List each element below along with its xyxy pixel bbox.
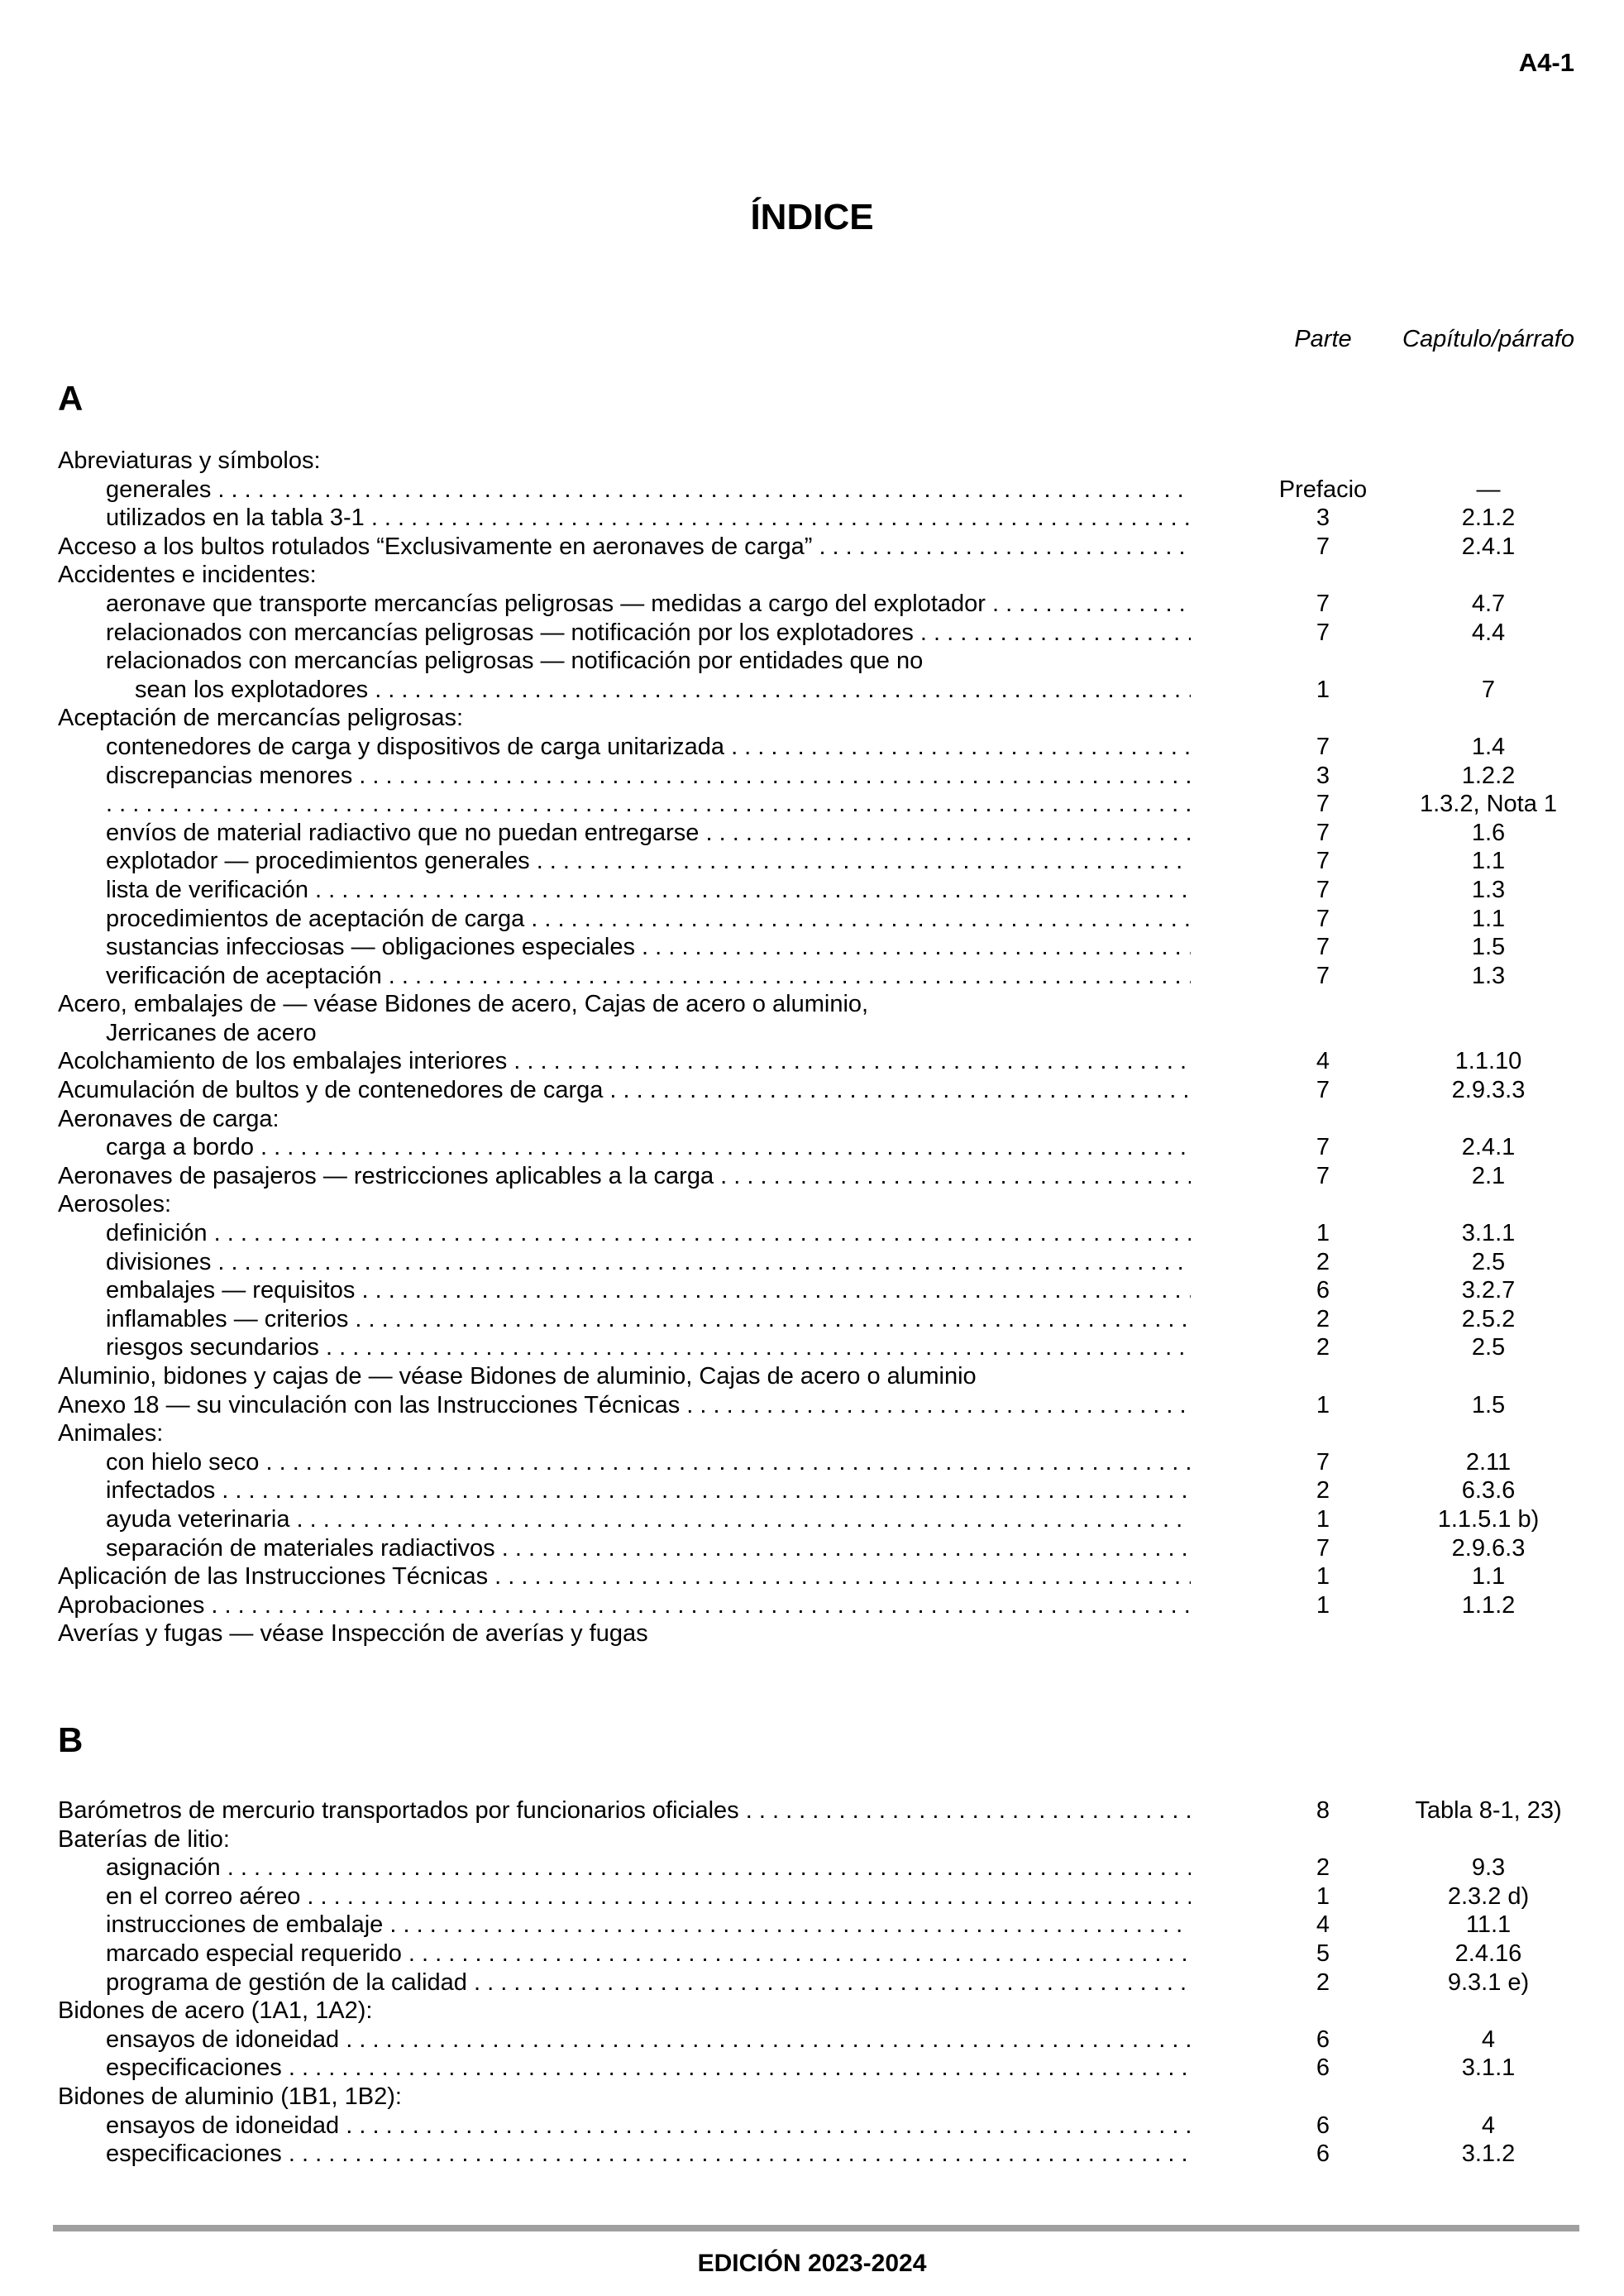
index-entry xyxy=(0,1133,1624,1162)
entry-term: especificaciones . . . xyxy=(106,2054,1191,2083)
index-entry xyxy=(0,1619,1624,1648)
index-entry xyxy=(0,2140,1624,2169)
entry-chapter: 1.5 xyxy=(1471,1391,1506,1418)
entry-term: procedimientos de aceptación de carga . . . xyxy=(106,905,1191,934)
entry-part: 7 xyxy=(1316,905,1330,932)
entry-chapter: 4.4 xyxy=(1471,619,1506,646)
index-entry xyxy=(0,2026,1624,2054)
index-entry xyxy=(0,561,1624,590)
entry-term: Bidones de aluminio (1B1, 1B2): xyxy=(58,2083,402,2110)
entry-term: Baterías de litio: xyxy=(58,1825,230,1853)
entry-term: Aeronaves de pasajeros — restricciones aplicables a la carga . . . xyxy=(58,1162,1191,1191)
index-entry xyxy=(0,1162,1624,1191)
entry-chapter: 4 xyxy=(1481,2112,1496,2139)
entry-chapter: 4 xyxy=(1481,2026,1496,2053)
index-entry xyxy=(0,1105,1624,1134)
entry-term: generales . . . xyxy=(106,476,1191,505)
index-entry xyxy=(0,1362,1624,1391)
entry-term: sean los explotadores . . . xyxy=(135,676,1191,705)
entry-chapter: 2.9.6.3 xyxy=(1451,1534,1526,1562)
index-entry xyxy=(0,962,1624,991)
entry-term: Aeronaves de carga: xyxy=(58,1105,279,1132)
index-entry xyxy=(0,647,1624,676)
entry-chapter: 1.4 xyxy=(1471,733,1506,760)
index-entry xyxy=(0,1333,1624,1362)
entry-term: Jerricanes de acero xyxy=(106,1019,317,1046)
index-entry xyxy=(0,1882,1624,1911)
entry-part: 7 xyxy=(1316,590,1330,617)
entry-chapter: 1.1 xyxy=(1471,905,1506,932)
entry-term: explotador — procedimientos generales . . . xyxy=(106,847,1191,876)
entry-part: 7 xyxy=(1316,619,1330,646)
entry-part: 1 xyxy=(1316,1505,1330,1533)
entry-part: 7 xyxy=(1316,819,1330,846)
entry-part: 7 xyxy=(1316,733,1330,760)
entry-part: 1 xyxy=(1316,1220,1330,1247)
index-entry xyxy=(0,676,1624,705)
entry-chapter: 2.9.3.3 xyxy=(1451,1077,1526,1104)
index-entry xyxy=(0,447,1624,476)
index-entry xyxy=(0,1505,1624,1534)
entry-chapter: 2.1 xyxy=(1471,1162,1506,1189)
footer-divider xyxy=(53,2225,1579,2231)
index-entry xyxy=(0,533,1624,562)
entry-term: Acumulación de bultos y de contenedores de carga . . . xyxy=(58,1076,1191,1105)
index-entry xyxy=(0,1219,1624,1248)
index-entry xyxy=(0,1476,1624,1505)
entry-term: Barómetros de mercurio transportados por funcionarios oficiales . . . xyxy=(58,1796,1191,1825)
index-entry xyxy=(0,1305,1624,1334)
entry-part: 2 xyxy=(1316,1305,1330,1332)
entry-part: 7 xyxy=(1316,1534,1330,1562)
entry-term: asignación . . . xyxy=(106,1854,1191,1882)
entry-part: 2 xyxy=(1316,1248,1330,1275)
entry-part: 2 xyxy=(1316,1477,1330,1504)
entry-chapter: 1.3.2, Nota 1 xyxy=(1419,791,1558,818)
column-header-part: Parte xyxy=(1294,326,1352,352)
index-entry xyxy=(0,1047,1624,1076)
entry-part: 5 xyxy=(1316,1940,1330,1967)
entry-chapter: 1.6 xyxy=(1471,819,1506,846)
column-header-chapter: Capítulo/párrafo xyxy=(1402,326,1574,352)
entry-term: sustancias infecciosas — obligaciones especiales . . . xyxy=(106,933,1191,962)
entry-term: Aplicación de las Instrucciones Técnicas . . . xyxy=(58,1562,1191,1591)
entry-chapter: 1.5 xyxy=(1471,934,1506,961)
entry-term: instrucciones de embalaje . . . xyxy=(106,1911,1191,1940)
index-entry xyxy=(0,2112,1624,2141)
entry-chapter: 9.3.1 e) xyxy=(1447,1968,1530,1996)
entry-chapter: 9.3 xyxy=(1471,1854,1506,1882)
entry-chapter: 1.1.10 xyxy=(1454,1048,1522,1075)
index-entry xyxy=(0,733,1624,762)
index-entry xyxy=(0,504,1624,533)
entry-chapter: Tabla 8-1, 23) xyxy=(1415,1797,1562,1824)
entry-part: 4 xyxy=(1316,1911,1330,1939)
index-entry xyxy=(0,2054,1624,2083)
entry-term: Aceptación de mercancías peligrosas: xyxy=(58,705,464,732)
index-entry xyxy=(0,1911,1624,1940)
entry-part: 1 xyxy=(1316,1591,1330,1619)
entry-term: ensayos de idoneidad . . . xyxy=(106,2026,1191,2054)
entry-part: 7 xyxy=(1316,962,1330,989)
entry-term: aeronave que transporte mercancías peligrosas — medidas a cargo del explotador . . . xyxy=(106,590,1191,619)
index-entry xyxy=(0,619,1624,648)
index-entry xyxy=(0,1854,1624,1882)
index-entry xyxy=(0,1276,1624,1305)
entry-part: 7 xyxy=(1316,1077,1330,1104)
entry-term: carga a bordo . . . xyxy=(106,1133,1191,1162)
entry-part: 4 xyxy=(1316,1048,1330,1075)
entry-chapter: 2.4.1 xyxy=(1461,533,1516,560)
index-entry xyxy=(0,847,1624,876)
index-entry xyxy=(0,1997,1624,2026)
index-entry xyxy=(0,1448,1624,1477)
page-number: A4-1 xyxy=(1518,48,1574,77)
entry-term: envíos de material radiactivo que no puedan entregarse . . . xyxy=(106,819,1191,848)
entry-part: 8 xyxy=(1316,1797,1330,1824)
entry-part: 7 xyxy=(1316,1448,1330,1476)
entry-chapter: 2.3.2 d) xyxy=(1447,1882,1530,1910)
entry-chapter: 3.2.7 xyxy=(1461,1277,1516,1304)
entry-term: relacionados con mercancías peligrosas — notificación por entidades que no xyxy=(106,648,924,675)
index-entry xyxy=(0,1562,1624,1591)
index-entry xyxy=(0,1796,1624,1825)
entry-chapter: 2.5 xyxy=(1471,1248,1506,1275)
index-entry xyxy=(0,1591,1624,1620)
index-entry xyxy=(0,476,1624,505)
entry-term: embalajes — requisitos . . . xyxy=(106,1276,1191,1305)
entry-part: 7 xyxy=(1316,791,1330,818)
entry-term: discrepancias menores . . . xyxy=(106,762,1191,791)
entry-part: 2 xyxy=(1316,1334,1330,1361)
entry-part: 1 xyxy=(1316,1563,1330,1590)
entry-part: 7 xyxy=(1316,934,1330,961)
index-entry xyxy=(0,1391,1624,1420)
index-entry xyxy=(0,1419,1624,1448)
entry-term: Aluminio, bidones y cajas de — véase Bidones de aluminio, Cajas de acero o aluminio xyxy=(58,1363,977,1390)
entry-chapter: 6.3.6 xyxy=(1461,1477,1516,1504)
entry-term: ayuda veterinaria . . . xyxy=(106,1505,1191,1534)
entry-term: divisiones . . . xyxy=(106,1248,1191,1277)
entry-term: en el correo aéreo . . . xyxy=(106,1882,1191,1911)
entry-chapter: 2.5 xyxy=(1471,1334,1506,1361)
index-entry xyxy=(0,990,1624,1019)
entry-term: Bidones de acero (1A1, 1A2): xyxy=(58,1997,373,2025)
entry-term: lista de verificación . . . xyxy=(106,876,1191,905)
entry-part: 6 xyxy=(1316,2112,1330,2139)
index-entry xyxy=(0,1248,1624,1277)
entry-chapter: 3.1.1 xyxy=(1461,1220,1516,1247)
entry-part: 7 xyxy=(1316,848,1330,875)
entry-chapter: 1.3 xyxy=(1471,876,1506,903)
entry-term: contenedores de carga y dispositivos de carga unitarizada . . . xyxy=(106,733,1191,762)
entry-part: 1 xyxy=(1316,1391,1330,1418)
entry-term: ensayos de idoneidad . . . xyxy=(106,2112,1191,2141)
entry-chapter: 11.1 xyxy=(1465,1911,1512,1939)
entry-part: 7 xyxy=(1316,533,1330,560)
entry-part: 2 xyxy=(1316,1854,1330,1882)
index-entries xyxy=(0,447,1624,1648)
entry-chapter: 2.5.2 xyxy=(1461,1305,1516,1332)
entry-chapter: 1.1 xyxy=(1471,848,1506,875)
entry-part: 2 xyxy=(1316,1968,1330,1996)
entry-part: 3 xyxy=(1316,505,1330,532)
entry-chapter: 3.1.1 xyxy=(1461,2054,1516,2082)
entry-term: utilizados en la tabla 3-1 . . . xyxy=(106,504,1191,533)
entry-chapter: 2.4.1 xyxy=(1461,1134,1516,1161)
page-title: ÍNDICE xyxy=(750,197,874,237)
entry-part: 1 xyxy=(1316,676,1330,703)
entry-chapter: 1.1.5.1 b) xyxy=(1437,1505,1540,1533)
index-entry xyxy=(0,1968,1624,1997)
entry-term: con hielo seco . . . xyxy=(106,1448,1191,1477)
index-entry xyxy=(0,876,1624,905)
index-entry xyxy=(0,1940,1624,1968)
entry-term: Animales: xyxy=(58,1420,164,1447)
entry-term xyxy=(106,790,1191,819)
entry-term: definición . . . xyxy=(106,1219,1191,1248)
entry-term: riesgos secundarios . . . xyxy=(106,1333,1191,1362)
entry-term: Acceso a los bultos rotulados “Exclusivamente en aeronaves de carga” . . . xyxy=(58,533,1191,562)
entry-term: verificación de aceptación . . . xyxy=(106,962,1191,991)
entry-term: marcado especial requerido . . . xyxy=(106,1940,1191,1968)
entry-chapter: 1.1 xyxy=(1471,1563,1506,1590)
entry-chapter: 1.2.2 xyxy=(1461,762,1516,789)
entry-part: 7 xyxy=(1316,876,1330,903)
entry-part: 7 xyxy=(1316,1134,1330,1161)
index-entry xyxy=(0,762,1624,791)
entry-term: Aerosoles: xyxy=(58,1191,172,1218)
entry-part: Prefacio xyxy=(1278,476,1368,503)
entry-part: 6 xyxy=(1316,2054,1330,2082)
entry-part: 3 xyxy=(1316,762,1330,789)
entry-term: Abreviaturas y símbolos: xyxy=(58,447,321,474)
entry-chapter: 7 xyxy=(1481,676,1496,703)
entry-term: Acolchamiento de los embalajes interiores . . . xyxy=(58,1047,1191,1076)
entry-term: inflamables — criterios . . . xyxy=(106,1305,1191,1334)
entry-part: 1 xyxy=(1316,1882,1330,1910)
index-entry xyxy=(0,590,1624,619)
index-entry xyxy=(0,819,1624,848)
section-letter: B xyxy=(58,1720,84,1759)
entry-term: especificaciones . . . xyxy=(106,2140,1191,2169)
entry-term: Averías y fugas — véase Inspección de averías y fugas xyxy=(58,1620,648,1648)
index-entry xyxy=(0,2083,1624,2112)
entry-part: 7 xyxy=(1316,1162,1330,1189)
entry-part: 6 xyxy=(1316,1277,1330,1304)
entry-term: Aprobaciones . . . xyxy=(58,1591,1191,1620)
index-entry xyxy=(0,1825,1624,1854)
entry-chapter: 3.1.2 xyxy=(1461,2141,1516,2168)
entry-term: programa de gestión de la calidad . . . xyxy=(106,1968,1191,1997)
entry-chapter: 4.7 xyxy=(1471,590,1506,617)
entry-part: 6 xyxy=(1316,2026,1330,2053)
entry-chapter: — xyxy=(1476,476,1501,503)
entry-term: Acero, embalajes de — véase Bidones de acero, Cajas de acero o aluminio, xyxy=(58,991,869,1018)
entry-chapter: 2.4.16 xyxy=(1454,1940,1522,1967)
entry-term: infectados . . . xyxy=(106,1476,1191,1505)
edition-footer: EDICIÓN 2023-2024 xyxy=(697,2250,927,2277)
entry-term: separación de materiales radiactivos . . . xyxy=(106,1534,1191,1563)
entry-chapter: 2.1.2 xyxy=(1461,505,1516,532)
entry-chapter: 1.3 xyxy=(1471,962,1506,989)
entry-term: Anexo 18 — su vinculación con las Instrucciones Técnicas . . . xyxy=(58,1391,1191,1420)
entry-chapter: 1.1.2 xyxy=(1461,1591,1516,1619)
index-entry xyxy=(0,704,1624,733)
index-entry xyxy=(0,933,1624,962)
entry-part: 6 xyxy=(1316,2141,1330,2168)
section-letter: A xyxy=(58,379,84,418)
entry-term: relacionados con mercancías peligrosas — notificación por los explotadores . . . xyxy=(106,619,1191,648)
index-entry xyxy=(0,1076,1624,1105)
index-entry xyxy=(0,1534,1624,1563)
index-entry xyxy=(0,790,1624,819)
entry-chapter: 2.11 xyxy=(1465,1448,1512,1476)
index-entries xyxy=(0,1796,1624,2169)
entry-term: Accidentes e incidentes: xyxy=(58,562,317,589)
index-entry xyxy=(0,1190,1624,1219)
index-entry xyxy=(0,1019,1624,1048)
index-entry xyxy=(0,905,1624,934)
